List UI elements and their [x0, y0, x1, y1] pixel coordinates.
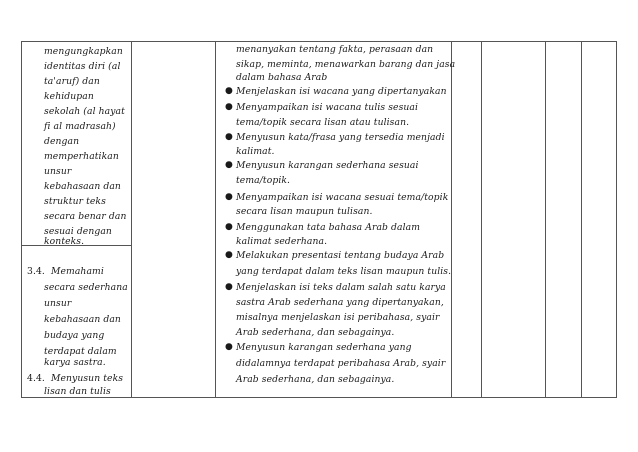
col1-line: sesuai dengan [44, 226, 112, 237]
table-border-right [616, 41, 617, 398]
col1-line: unsur [44, 166, 72, 177]
kd-number: 4.4. [27, 373, 45, 384]
indicator-line: Melakukan presentasi tentang budaya Arab [236, 250, 445, 261]
bullet-icon: ● [225, 160, 233, 170]
col1-line: struktur teks [44, 196, 106, 207]
indicator-line: sastra Arab sederhana yang dipertanyakan, [236, 297, 444, 308]
intro-line: dalam bahasa Arab [236, 72, 328, 83]
indicator-line: Menggunakan tata bahasa Arab dalam [236, 222, 421, 233]
bullet-icon: ● [225, 282, 233, 292]
intro-line: menanyakan tentang fakta, perasaan dan [236, 44, 434, 55]
table-border-bottom [21, 397, 617, 398]
col1-line: secara benar dan [44, 211, 127, 222]
bullet-icon: ● [225, 222, 233, 232]
indicator-line: Menyampaikan isi wacana tulis sesuai [236, 102, 419, 113]
indicator-line: Menjelaskan isi wacana yang dipertanyakan [236, 86, 447, 97]
kd-line: unsur [44, 298, 72, 309]
indicator-line: Menyampaikan isi wacana sesuai tema/topik [236, 192, 449, 203]
table-border-top [21, 41, 617, 42]
bullet-icon: ● [225, 102, 233, 112]
indicator-line: Menjelaskan isi teks dalam salah satu karya [236, 282, 446, 293]
kd-line: budaya yang [44, 330, 105, 341]
indicator-line: secara lisan maupun tulisan. [236, 206, 373, 217]
kd-line: lisan dan tulis [44, 386, 111, 397]
indicator-line: Menyusun kata/frasa yang tersedia menjadi [236, 132, 445, 143]
indicator-line: misalnya menjelaskan isi peribahasa, syair [236, 312, 440, 323]
col1-line: identitas diri (al [44, 61, 121, 72]
kd-line: karya sastra. [44, 357, 106, 368]
kd-number: 3.4. [27, 266, 45, 277]
kd-first-line: Menyusun teks [51, 373, 124, 384]
col1-line: kebahasaan dan [44, 181, 121, 192]
col-divider-4 [481, 41, 482, 398]
bullet-icon: ● [225, 250, 233, 260]
indicator-line: kalimat. [236, 146, 275, 157]
indicator-line: Menyusun karangan sederhana yang [236, 342, 412, 353]
bullet-icon: ● [225, 132, 233, 142]
indicator-line: tema/topik secara lisan atau tulisan. [236, 117, 410, 128]
kd-line: secara sederhana [44, 282, 128, 293]
indicator-line: didalamnya terdapat peribahasa Arab, syair [236, 358, 446, 369]
indicator-line: tema/topik. [236, 175, 291, 186]
table-border-left [21, 41, 22, 398]
kd-line: kebahasaan dan [44, 314, 121, 325]
col1-line: mengungkapkan [44, 46, 123, 57]
indicator-line: kalimat sederhana. [236, 236, 328, 247]
col-divider-6 [581, 41, 582, 398]
col1-line: dengan [44, 136, 80, 147]
bullet-icon: ● [225, 342, 233, 352]
kd-line: terdapat dalam [44, 346, 117, 357]
col1-line: fi al madrasah) [44, 121, 116, 132]
bullet-icon: ● [225, 86, 233, 96]
col1-line: konteks. [44, 236, 85, 247]
col1-line: memperhatikan [44, 151, 119, 162]
col-divider-5 [545, 41, 546, 398]
col-divider-3 [451, 41, 452, 398]
indicator-line: Menyusun karangan sederhana sesuai [236, 160, 419, 171]
indicator-line: yang terdapat dalam teks lisan maupun tulis. [236, 266, 452, 277]
bullet-icon: ● [225, 192, 233, 202]
kd-first-line: Memahami [51, 266, 104, 277]
indicator-line: Arab sederhana, dan sebagainya. [236, 327, 395, 338]
col-divider-1 [131, 41, 132, 398]
col-divider-2 [215, 41, 216, 398]
col1-line: kehidupan [44, 91, 94, 102]
indicator-line: Arab sederhana, dan sebagainya. [236, 374, 395, 385]
col1-line: sekolah (al hayat [44, 106, 125, 117]
intro-line: sikap, meminta, menawarkan barang dan jasa [236, 59, 456, 70]
col1-line: ta'aruf) dan [44, 76, 100, 87]
